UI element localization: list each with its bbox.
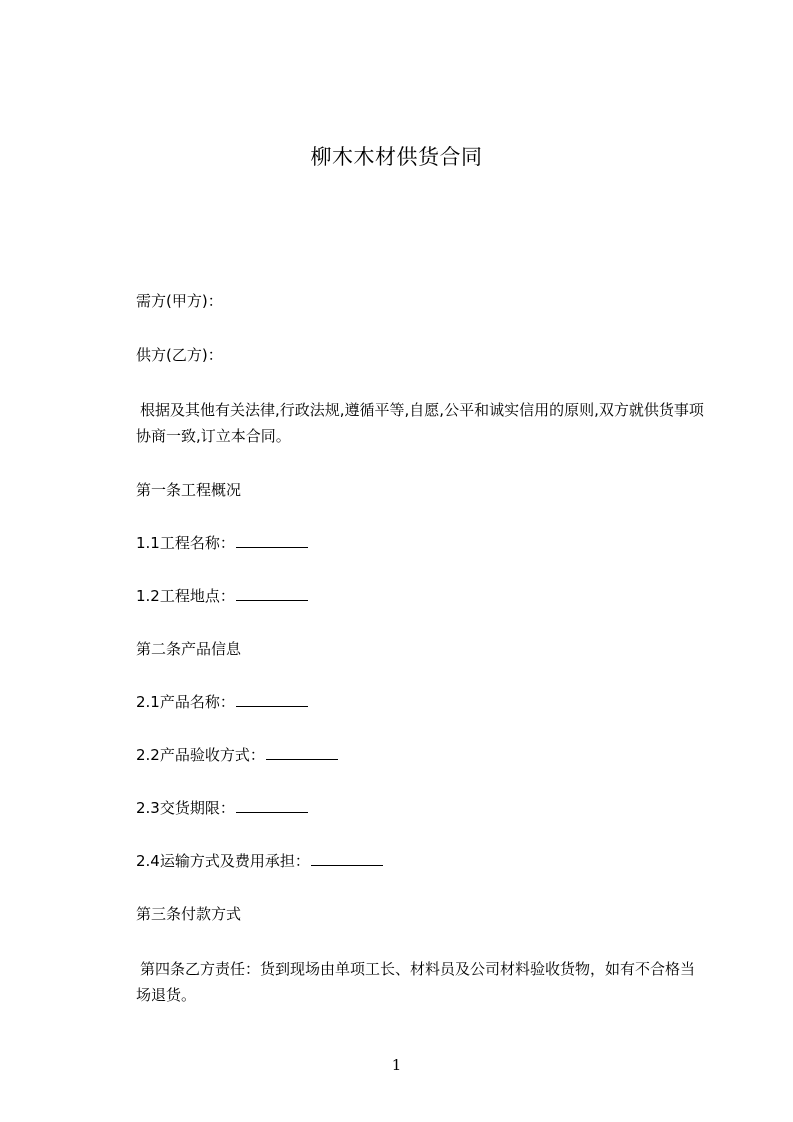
item-label: 2.1产品名称： xyxy=(136,693,235,711)
article2-heading: 第二条产品信息 xyxy=(136,640,242,658)
article4-paragraph: 第四条乙方责任：货到现场由单项工长、材料员及公司材料验收货物，如有不合格当场退货。 xyxy=(136,960,696,1004)
fill-in-blank xyxy=(236,586,308,601)
contract-title: 柳木木材供货合同 xyxy=(310,145,483,169)
buyer-label: 需方(甲方)： xyxy=(136,292,223,310)
article3-heading: 第三条付款方式 xyxy=(136,905,242,923)
article2-item-delivery-deadline xyxy=(136,798,308,818)
fill-in-blank xyxy=(266,745,338,760)
item-label: 2.4运输方式及费用承担： xyxy=(136,852,310,870)
article2-item-product-name xyxy=(136,692,308,712)
article1-item-project-location xyxy=(136,586,308,606)
fill-in-blank xyxy=(236,692,308,707)
item-label: 2.3交货期限： xyxy=(136,799,235,817)
article1-item-project-name xyxy=(136,533,308,553)
article2-item-acceptance-method xyxy=(136,745,338,765)
fill-in-blank xyxy=(236,533,308,548)
supplier-label: 供方(乙方)： xyxy=(136,346,223,364)
preamble-paragraph: 根据及其他有关法律,行政法规,遵循平等,自愿,公平和诚实信用的原则,双方就供货事项协商一致,订立本合同。 xyxy=(136,401,704,445)
item-label: 2.2产品验收方式： xyxy=(136,746,265,764)
article1-heading: 第一条工程概况 xyxy=(136,481,242,499)
page-number: 1 xyxy=(391,1056,402,1074)
article2-item-transport-cost xyxy=(136,851,383,871)
fill-in-blank xyxy=(311,851,383,866)
item-label: 1.2工程地点： xyxy=(136,587,235,605)
fill-in-blank xyxy=(236,798,308,813)
item-label: 1.1工程名称： xyxy=(136,534,235,552)
